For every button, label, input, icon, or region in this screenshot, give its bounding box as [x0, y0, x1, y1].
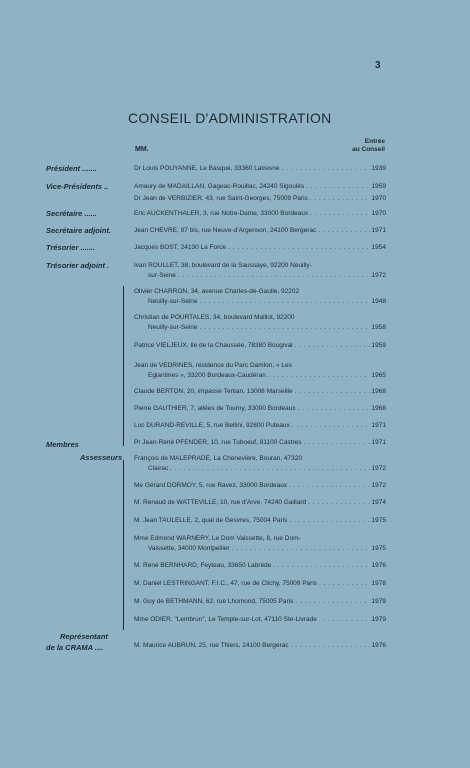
entry-year: 1972: [371, 465, 386, 472]
column-header-mm: MM.: [135, 146, 149, 153]
entry-name: Pr Jean-René PFENDER, 10, rue Tuboeuf, 81100 Castres: [134, 439, 302, 446]
au-conseil-label: au Conseil: [352, 146, 385, 153]
entry-name-continued: Vaissette, 34000 Montpellier: [148, 545, 230, 552]
entry-name: Dr Jean de VERBIZIER, 43, rue Saint-Georges, 75009 Paris: [134, 195, 308, 202]
entry-name-continued: Neuilly-sur-Seine: [148, 298, 198, 305]
member-entry: [134, 561, 386, 571]
role-secretaire-adjoint: Secrétaire adjoint.: [46, 226, 112, 235]
entry-year: 1968: [371, 405, 386, 412]
entry-year: 1939: [371, 165, 386, 172]
member-entry: [134, 361, 386, 381]
entry-name: M. Guy de BETHMANN, 62, rue Lhomond, 75005 Paris: [134, 598, 294, 605]
member-entry: [134, 261, 386, 281]
role-representant: Représentant: [60, 632, 108, 641]
role-secretaire: Secrétaire ......: [46, 209, 97, 218]
brace-upper: [123, 286, 127, 446]
entry-name: Jean de VEDRINES, résidence du Parc Damlon, « Les: [134, 362, 292, 369]
member-entry: [134, 182, 386, 192]
member-entry: [134, 243, 386, 253]
brace-lower: [123, 460, 127, 630]
member-entry: [134, 641, 386, 651]
entry-year: 1968: [371, 388, 386, 395]
entry-year: 1970: [371, 210, 386, 217]
entry-name: M. Renaud de WATTEVILLE, 10, rue d'Arve, 74240 Gaillard: [134, 499, 307, 506]
entry-year: 1974: [371, 499, 386, 506]
entry-name: M. Jean TAULELLE, 2, quai de Gesvres, 75004 Paris: [134, 517, 288, 524]
member-entry: [134, 498, 386, 508]
entry-year: 1971: [371, 439, 386, 446]
entry-name: Mme Edmond WARNERY, Le Dom Vaissette, 8, rue Dom-: [134, 535, 301, 542]
member-entry: [134, 615, 386, 625]
entry-name: Claude BERTON, 20, impasse Tertian, 13008 Marseille: [134, 388, 293, 395]
entry-year: 1971: [371, 422, 386, 429]
entry-year: 1972: [371, 482, 386, 489]
entry-name-continued: Neuilly-sur-Seine: [148, 324, 198, 331]
role-assesseurs: Assesseurs: [80, 453, 123, 462]
entry-year: 1978: [371, 580, 386, 587]
entry-year: 1979: [371, 616, 386, 623]
member-entry: [134, 209, 386, 219]
member-entry: [134, 287, 386, 307]
entry-year: 1970: [371, 195, 386, 202]
entry-name: M. René BERNHARD, Feyteau, 33650 Labrède: [134, 562, 272, 569]
entry-year: 1959: [371, 183, 386, 190]
member-entry: [134, 404, 386, 414]
entry-name: Eric AUCKENTHALER, 3, rue Notre-Dame, 33000 Bordeaux: [134, 210, 309, 217]
role-de-la-crama: de la CRAMA ....: [46, 643, 104, 652]
role-membres: Membres: [46, 440, 79, 449]
member-entry: [134, 341, 386, 351]
entry-year: 1975: [371, 545, 386, 552]
page-title: CONSEIL D'ADMINISTRATION: [128, 110, 332, 126]
member-entry: [134, 226, 386, 236]
entree-label: Entrée: [364, 138, 385, 145]
entry-name-continued: Eglantines », 33200 Bordeaux-Caudéran: [148, 372, 266, 379]
member-entry: [134, 481, 386, 491]
entry-year: 1976: [371, 642, 386, 649]
member-entry: [134, 164, 386, 174]
member-entry: [134, 313, 386, 333]
member-entry: [134, 421, 386, 431]
entry-year: 1959: [371, 342, 386, 349]
entry-name: Patrice VIELJEUX, Ile de la Chaussée, 78380 Bougival: [134, 342, 293, 349]
entry-year: 1948: [371, 298, 386, 305]
member-entry: [134, 597, 386, 607]
entry-name: François de MALEPRADE, La Chenevière, Bouran, 47320: [134, 455, 303, 462]
entry-name: M. Daniel LESTRINGANT, F.I.C., 47, rue de Clichy, 75009 Paris: [134, 580, 318, 587]
member-entry: [134, 387, 386, 397]
member-entry: [134, 438, 386, 448]
entry-name: Amaury de MADAILLAN, Gageac-Rouillac, 24240 Sigoulès: [134, 183, 305, 190]
entry-year: 1958: [371, 324, 386, 331]
entry-name: Olivier CHARRON, 34, avenue Charles-de-Gaulle, 92202: [134, 288, 300, 295]
entry-name-continued: Clairac: [148, 465, 169, 472]
entry-name: M. Maurice AUBRUN, 25, rue Thiers, 24100 Bergerac: [134, 642, 289, 649]
entry-name: Me Gérard DORMOY, 5, rue Ravez, 33000 Bordeaux: [134, 482, 288, 489]
entry-name: Jacques BOST, 24130 La Force: [134, 244, 227, 251]
entry-name-continued: sur-Seine: [148, 272, 176, 279]
entry-name: Pierre GAUTHIER, 7, allées de Tourny, 33000 Bordeaux: [134, 405, 296, 412]
member-entry: [134, 454, 386, 474]
member-entry: [134, 579, 386, 589]
entry-year: 1972: [371, 272, 386, 279]
member-entry: [134, 194, 386, 204]
entry-name: Mme ODIER, "Lembrun", Le Temple-sur-Lot, 47110 Ste-Livrade: [134, 616, 317, 623]
entry-name: Luc DURAND-REVILLE, 5, rue Bellini, 92800 Puteaux: [134, 422, 290, 429]
role-tresorier-adjoint: Trésorier adjoint .: [46, 261, 110, 270]
role-vice-presidents: Vice-Présidents ..: [46, 182, 109, 191]
entry-year: 1976: [371, 562, 386, 569]
entry-name: Ivan ROULLET, 38, boulevard de la Saussaye, 92200 Neuilly-: [134, 262, 312, 269]
entry-year: 1954: [371, 244, 386, 251]
page-number: 3: [375, 60, 381, 71]
member-entry: [134, 516, 386, 526]
entry-name: Dr Louis POUYANNE, Le Basque, 33360 Latresne: [134, 165, 280, 172]
column-header-entree: [320, 138, 385, 154]
entry-year: 1971: [371, 227, 386, 234]
role-tresorier: Trésorier .......: [46, 243, 96, 252]
entry-name: Christian de POURTALES, 34, boulevard Maillot, 92200: [134, 314, 295, 321]
member-entry: [134, 534, 386, 554]
entry-year: 1979: [371, 598, 386, 605]
entry-year: 1965: [371, 372, 386, 379]
role-president: Président .......: [46, 164, 97, 173]
entry-year: 1975: [371, 517, 386, 524]
entry-name: Jean CHEVRE, 97 bis, rue Neuve-d'Argenson, 24100 Bergerac: [134, 227, 317, 234]
